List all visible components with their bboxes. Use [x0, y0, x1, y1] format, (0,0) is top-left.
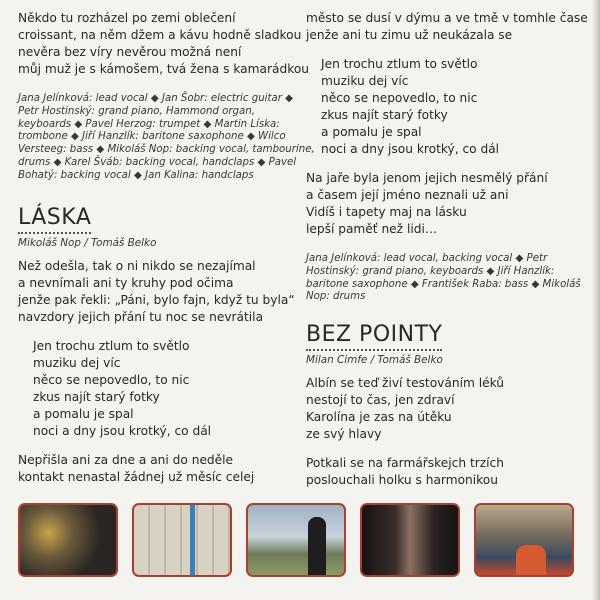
photo-studio-room [474, 503, 574, 577]
lyric-line: muziku dej víc [33, 355, 121, 370]
lyric-line: Než odešla, tak o ni nikdo se nezajímal [18, 258, 256, 273]
lyric-line: poslouchali holku s harmonikou [306, 473, 498, 488]
lyric-line: Nepřišla ani za dne a ani do neděle [18, 452, 234, 467]
credits-line: Jana Jelínková: lead vocal, backing vocal ◆ Petr [306, 253, 548, 264]
verse [306, 375, 588, 443]
lyric-line: zkus najít starý fotky [321, 108, 448, 122]
lyric-line: noci a dny jsou krotký, co dál [321, 142, 500, 156]
credits-block [306, 253, 588, 304]
lyric-line: croissant, na něm džem a kávu hodně sladkou [18, 28, 302, 42]
song-authors: Milan Cimfe / Tomáš Belko [306, 354, 443, 367]
verse [18, 258, 315, 326]
lyric-line: můj muž je s kámošem, tvá žena s kamarádkou [18, 62, 310, 76]
credits-line: Petr Hostinský: grand piano, Hammond organ, [18, 105, 255, 117]
lyric-line: kontakt nenastal žádnej už měsíc celej [18, 469, 255, 484]
lyric-line: jenže pak řekli: „Páni, bylo fajn, když tu byla“ [18, 292, 295, 307]
lyric-line: město se dusí v dýmu a ve tmě v tomhle čase [306, 11, 588, 25]
photo-singers-trio [360, 503, 460, 577]
lyric-line: noci a dny jsou krotký, co dál [33, 423, 212, 438]
chorus [18, 338, 315, 440]
lyric-line: Jen trochu ztlum to světlo [321, 57, 478, 71]
lyric-line: Jen trochu ztlum to světlo [33, 338, 190, 353]
credits-line: baritone saxophone ◆ František Raba: bass ◆ Mikoláš [306, 278, 581, 290]
lyric-line: Potkali se na farmářskejch trzích [306, 456, 504, 471]
song-title: LÁSKA [18, 205, 91, 234]
lyric-line: a pomalu je spal [321, 125, 422, 139]
lyric-line: jenže ani tu zimu už neukázala se [306, 28, 513, 42]
credits-line: keyboards ◆ Pavel Herzog: trumpet ◆ Martin Líska: [18, 118, 280, 130]
lyric-line: něco se nepovedlo, to nic [33, 372, 190, 387]
chorus [306, 56, 588, 158]
credits-line: Hostinský: grand piano, keyboards ◆ Jiří Hanzlík: [306, 265, 555, 277]
verse [306, 10, 588, 44]
verse [306, 170, 588, 238]
lyric-line: Na jaře byla jenom jejich nesmělý přání [306, 171, 548, 185]
lyric-line: a nevnímali ani ty kruhy pod očima [18, 275, 234, 290]
lyric-line: nestojí to čas, jen zdraví [306, 393, 455, 408]
credits-line: Jana Jelínková: lead vocal ◆ Jan Šobr: electric guitar ◆ [18, 93, 293, 104]
lyric-line: Karolína je zas na útěku [306, 410, 452, 425]
credits-line: Versteeg: bass ◆ Mikoláš Nop: backing vocal, tambourine, [18, 144, 315, 156]
photo-sheet-music-boxes [132, 503, 232, 577]
verse [18, 452, 315, 486]
photo-studio-band [18, 503, 118, 577]
song-authors: Mikoláš Nop / Tomáš Belko [18, 236, 157, 249]
lyric-line: lepší paměť než lidi… [306, 222, 438, 236]
credits-line: Nop: drums [306, 291, 366, 303]
right-column [306, 10, 588, 489]
lyric-line: ze svý hlavy [306, 427, 382, 442]
lyric-line: a časem její jméno neznali už ani [306, 188, 509, 202]
photo-outdoor-man [246, 503, 346, 577]
lyric-line: Vidíš i tapety maj na lásku [306, 205, 467, 219]
page-fold-edge [592, 0, 600, 600]
lyric-line: muziku dej víc [321, 74, 409, 88]
lyric-line: a pomalu je spal [33, 406, 134, 421]
credits-block [18, 93, 315, 183]
verse [306, 455, 588, 489]
intro-verse [18, 10, 315, 78]
song-title: BEZ POINTY [306, 322, 442, 351]
lyric-line: zkus najít starý fotky [33, 389, 160, 404]
credits-line: trombone ◆ Jiří Hanzlík: baritone saxophone ◆ Wilco [18, 131, 286, 143]
credits-line: drums ◆ Karel Šváb: backing vocal, handclaps ◆ Pavel [18, 156, 297, 168]
lyric-line: Albín se teď živí testováním léků [306, 376, 504, 391]
lyric-line: Někdo tu rozházel po zemi oblečení [18, 11, 236, 25]
lyric-line: nevěra bez víry nevěrou možná není [18, 45, 242, 59]
credits-line: Bohatý: backing vocal ◆ Jan Kalina: handclaps [18, 169, 254, 181]
lyric-line: navzdory jejich přání tu noc se nevrátila [18, 309, 264, 324]
left-column [18, 10, 315, 486]
lyric-line: něco se nepovedlo, to nic [321, 91, 478, 105]
